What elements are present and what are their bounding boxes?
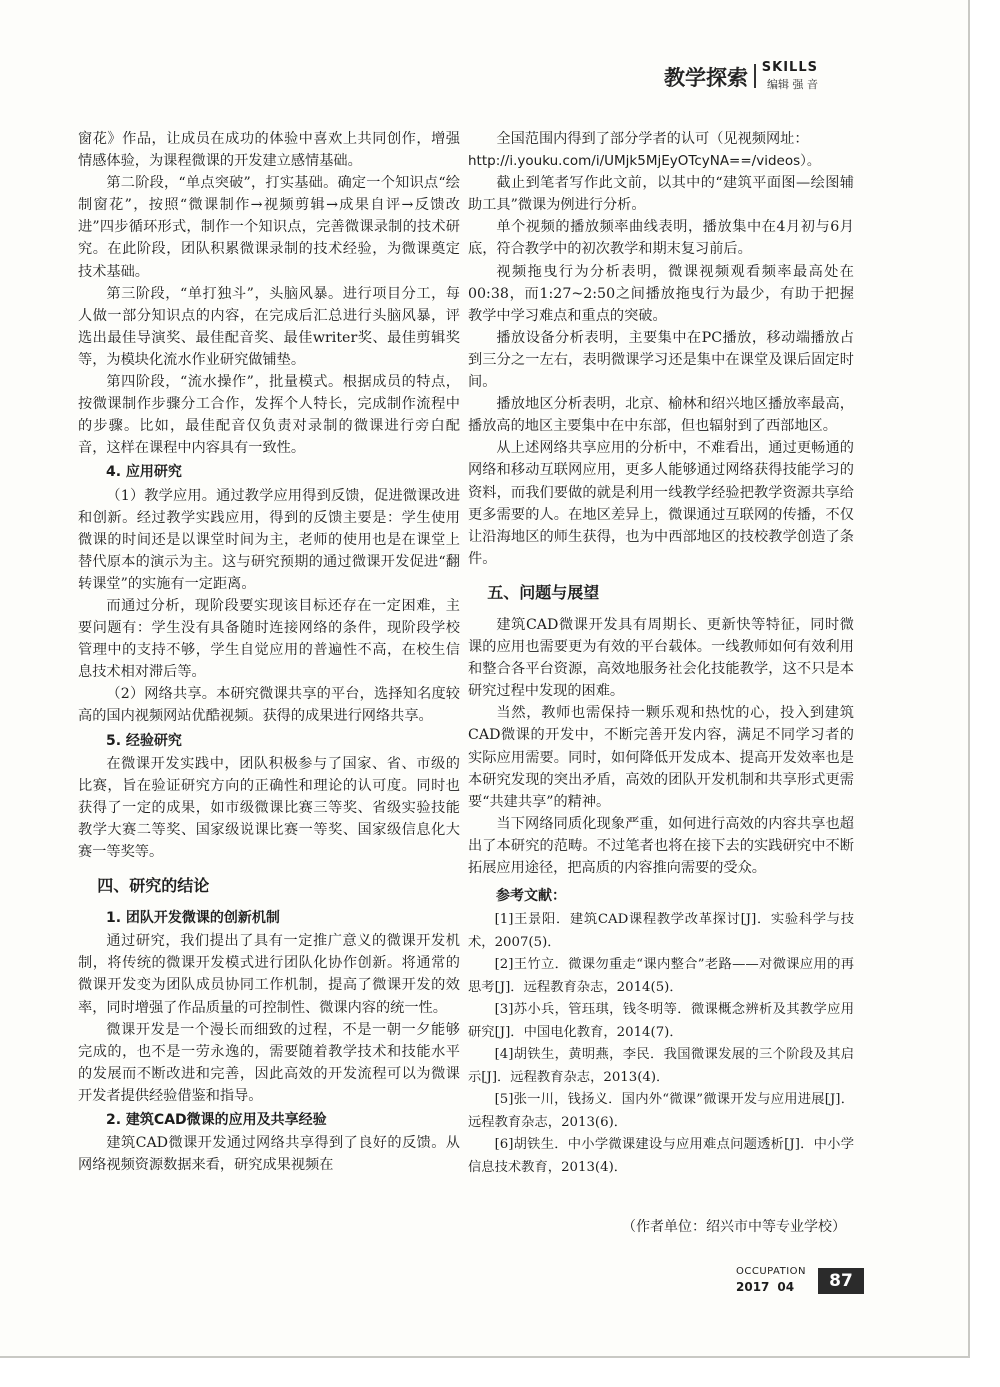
paragraph: 视频拖曳行为分析表明，微课视频观看频率最高处在00:38，而1:27~2:50之间播放拖曳行为最少，有助于把握教学中学习难点和重点的突破。 <box>468 263 854 324</box>
subheading-mechanism: 1. 团队开发微课的创新机制 <box>106 910 280 927</box>
reference-item: [1]王景阳．建筑CAD课程教学改革探讨[J]．实验科学与技术，2007(5)． <box>468 912 854 950</box>
paragraph: 第二阶段，“单点突破”，打实基础。确定一个知识点“绘制窗花”，按照“微课制作→视频剪辑→成果自评→反馈改进”四步循环形式，制作一个知识点，完善微课录制的技术研究。在此阶段，团队积累微课录制的技术经验，为微课奠定技术基础。 <box>78 175 460 280</box>
page-footer <box>736 1266 866 1306</box>
paragraph: 单个视频的播放频率曲线表明，播放集中在4月初与6月底，符合教学中的初次教学和期末复习前后。 <box>468 219 854 258</box>
paragraph: （2）网络共享。本研究微课共享的平台，选择知名度较高的国内视频网站优酷视频。获得的成果进行网络共享。 <box>78 686 460 725</box>
paragraph: 第四阶段，“流水操作”，批量模式。根据成员的特点，按微课制作步骤分工合作，发挥个人特长，完成制作流程中的步骤。比如，最佳配音仅负责对录制的微课进行旁白配音，这样在课程中内容具有一致性。 <box>78 374 460 457</box>
section-tag: SKILLS <box>761 60 818 75</box>
paragraph: 通过研究，我们提出了具有一定推广意义的微课开发机制，将传统的微课开发模式进行团队化协作创新。将通常的微课开发变为团队成员协同工作机制，提高了微课开发的效率，同时增强了作品质量的可控制性、微课内容的统一性。 <box>78 933 460 1016</box>
reference-item: [6]胡铁生．中小学微课建设与应用难点问题透析[J]．中小学信息技术教育，2013(4)． <box>468 1137 854 1175</box>
subheading-application: 4. 应用研究 <box>106 464 182 481</box>
paragraph: 建筑CAD微课开发通过网络共享得到了良好的反馈。从网络视频资源数据来看，研究成果视频在 <box>78 1135 460 1174</box>
issue-year: 2017 <box>736 1280 770 1294</box>
references-title: 参考文献： <box>496 888 566 905</box>
section-heading-outlook: 五、问题与展望 <box>487 582 600 602</box>
issue-date <box>736 1280 802 1294</box>
paragraph: 截止到笔者写作此文前，以其中的“建筑平面图—绘图辅助工具”微课为例进行分析。 <box>468 175 854 214</box>
subheading-experience: 5. 经验研究 <box>106 732 182 749</box>
paragraph: 建筑CAD微课开发具有周期长、更新快等特征，同时微课的应用也需要更为有效的平台载体。一线教师如何有效利用和整合各平台资源，高效地服务社会化技能教学，这不只是本研究过程中发现的困难。 <box>468 616 854 700</box>
subheading-cad-sharing: 2. 建筑CAD微课的应用及共享经验 <box>106 1112 327 1129</box>
header-divider <box>754 64 756 88</box>
paragraph: 当下网络同质化现象严重，如何进行高效的内容共享也超出了本研究的范畴。不过笔者也将在接下去的实践研究中不断拓展应用途径，把高质的内容推向需要的受众。 <box>468 815 854 876</box>
paragraph: 第三阶段，“单打独斗”，头脑风暴。进行项目分工，每人做一部分知识点的内容，在完成后汇总进行头脑风暴，评选出最佳导演奖、最佳配音奖、最佳writer奖、最佳剪辑奖等，为模块化流水作业研究做铺垫。 <box>78 285 460 368</box>
paragraph: 窗花》作品，让成员在成功的体验中喜欢上共同创作，增强情感体验，为课程微课的开发建立感情基础。 <box>78 131 460 170</box>
right-column <box>468 128 854 1179</box>
page-number: 87 <box>818 1268 864 1294</box>
issue-number: 04 <box>777 1280 795 1294</box>
paragraph: （1）教学应用。通过教学应用得到反馈，促进微课改进和创新。经过教学实践应用，得到的反馈主要是：学生使用微课的时间还是以课堂时间为主，老师的使用也是在课堂上替代原本的演示为主。这与研究预期的通过微课开发促进“翻转课堂”的实施有一定距离。 <box>78 487 460 592</box>
paragraph: 而通过分析，现阶段要实现该目标还存在一定困难，主要问题有：学生没有具备随时连接网络的条件，现阶段学校管理中的支持不够，学生自觉应用的普遍性不高，在校生信息技术相对滞后等。 <box>78 597 460 681</box>
video-url: http://i.youku.com/i/UMjk5MjEyOTcyNA==/videos）。 <box>468 153 821 170</box>
editor-credit: 编辑 强 音 <box>767 78 818 91</box>
paragraph: 在微课开发实践中，团队积极参与了国家、省、市级的比赛，旨在验证研究方向的正确性和理论的认可度。同时也获得了一定的成果，如市级微课比赛三等奖、省级实验技能教学大赛二等奖、国家级说课比赛一等奖、国家级信息化大赛一等奖等。 <box>78 755 460 860</box>
reference-item: [2]王竹立．微课勿重走“课内整合”老路——对微课应用的再思考[J]．远程教育杂志，2014(5)． <box>468 957 854 995</box>
paragraph: 从上述网络共享应用的分析中，不难看出，通过更畅通的网络和移动互联网应用，更多人能够通过网络获得技能学习的资料，而我们要做的就是利用一线教学经验把教学资源共享给更多需要的人。在地区差异上，微课通过互联网的传播，不仅让沿海地区的师生获得，也为中西部地区的技校教学创造了条件。 <box>468 440 854 567</box>
magazine-name: OCCUPATION <box>736 1266 807 1277</box>
author-affiliation: （作者单位：绍兴市中等专业学校） <box>622 1219 846 1235</box>
left-column <box>78 128 460 1176</box>
reference-item: [3]苏小兵，管珏琪，钱冬明等．微课概念辨析及其教学应用研究[J]．中国电化教育，2014(7)． <box>468 1002 854 1040</box>
reference-item: [5]张一川，钱扬义．国内外“微课”微课开发与应用进展[J]．远程教育杂志，2013(6)． <box>468 1092 854 1130</box>
paragraph: 微课开发是一个漫长而细致的过程，不是一朝一夕能够完成的，也不是一劳永逸的，需要随着教学技术和技能水平的发展而不断改进和完善，因此高效的开发流程可以为微课开发者提供经验借鉴和指导。 <box>78 1021 460 1104</box>
paragraph: 播放地区分析表明，北京、榆林和绍兴地区播放率最高，播放高的地区主要集中在中东部，但也辐射到了西部地区。 <box>468 396 854 435</box>
paragraph: 播放设备分析表明，主要集中在PC播放，移动端播放占到三分之一左右，表明微课学习还是集中在课堂及课后固定时间。 <box>468 329 854 391</box>
section-title: 教学探索 <box>664 66 748 90</box>
section-heading-conclusion: 四、研究的结论 <box>97 876 210 896</box>
reference-item: [4]胡铁生，黄明燕，李民．我国微课发展的三个阶段及其启示[J]．远程教育杂志，2013(4)． <box>468 1047 854 1085</box>
paragraph: 全国范围内得到了部分学者的认可（见视频网址： <box>496 131 809 147</box>
paragraph: 当然，教师也需保持一颗乐观和热忱的心，投入到建筑CAD微课的开发中，不断完善开发内容，满足不同学习者的实际应用需要。同时，如何降低开发成本、提高开发效率也是本研究发现的突出矛盾，高效的团队开发机制和共享形式更需要“共建共享”的精神。 <box>468 705 854 810</box>
